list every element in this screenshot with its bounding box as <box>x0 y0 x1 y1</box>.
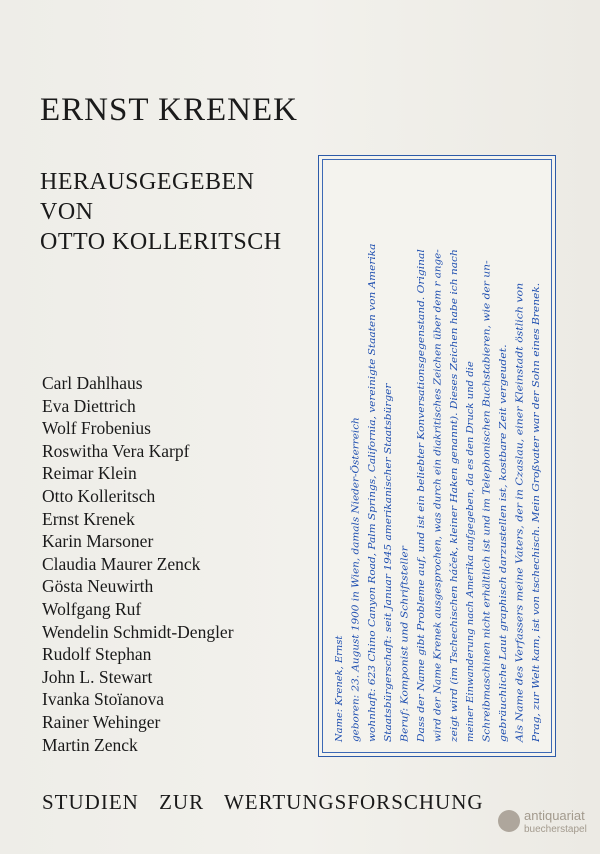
contributor-name: Otto Kolleritsch <box>42 485 156 506</box>
contributor-name: Claudia Maurer Zenck <box>42 553 201 574</box>
contributor-name: Wolf Frobenius <box>42 418 151 439</box>
handwritten-line: Staatsbürgerschaft: seit Januar 1945 amerikanischer Staatsbürger <box>383 419 395 742</box>
contributor-name: Martin Zenck <box>42 734 138 755</box>
watermark-line: buecherstapel <box>524 824 587 835</box>
handwritten-line: Name: Krenek, Ernst <box>334 640 345 742</box>
contributor-name: Ernst Krenek <box>42 508 135 529</box>
watermark-line: antiquariat <box>524 808 585 823</box>
handwritten-lines <box>334 243 542 743</box>
handwritten-line: Schreibmaschinen nicht erhältlich ist und im Telephonischen Buchstabieren, wie der un- <box>481 313 493 742</box>
contributor-name: Rudolf Stephan <box>42 644 152 665</box>
contributor-name: Ivanka Stoïanova <box>42 689 164 710</box>
contributor-name: Gösta Neuwirth <box>42 576 154 597</box>
seller-logo-icon <box>498 810 520 832</box>
contributor-name: Karin Marsoner <box>42 531 154 552</box>
contributor-name: Reimar Klein <box>42 463 137 484</box>
handwritten-line: meiner Einwanderung nach Amerika aufgegeben, da es den Druck und die <box>465 381 477 742</box>
editor-name: OTTO KOLLERITSCH <box>40 229 282 255</box>
handwritten-line: Als Name des Verfassers meine Vaters, der in Czaslau, einer Kleinstadt östlich von <box>514 343 526 742</box>
contributor-name: Roswitha Vera Karpf <box>42 440 190 461</box>
handwritten-line: wohnhaft: 623 Chino Canyon Road, Palm Springs, California, vereinigte Staaten von Amerika <box>366 291 378 742</box>
editor-line: VON <box>40 199 94 225</box>
book-title: ERNST KRENEK <box>40 92 298 128</box>
editor-line: HERAUSGEGEBEN <box>40 169 255 195</box>
contributor-name: Carl Dahlhaus <box>42 373 143 393</box>
contributor-name: Wolfgang Ruf <box>42 598 142 619</box>
handwritten-line: gebräuchliche Laut graphisch darzustellen ist, kostbare Zeit vergeudet. <box>498 395 509 742</box>
handwritten-line: Prag, zur Welt kam, ist von tschechisch. Mein Großvater war der Sohn eines Brenek. <box>530 332 542 742</box>
series-title: STUDIEN ZUR WERTUNGSFORSCHUNG <box>42 790 484 814</box>
seller-watermark <box>498 804 594 844</box>
handwritten-line: Beruf: Komponist und Schriftsteller <box>399 570 411 742</box>
contributor-name: Eva Diettrich <box>42 395 136 416</box>
handwritten-line: wird der Name Krenek ausgesprochen, was durch ein diakritisches Zeichen über dem r ange- <box>432 289 444 742</box>
handwritten-line: Dass der Name gibt Probleme auf, und ist ein beliebter Konversationsgegenstand. Original <box>416 302 427 742</box>
contributor-name: Wendelin Schmidt-Dengler <box>42 621 234 642</box>
contributor-name: Rainer Wehinger <box>42 711 161 732</box>
handwritten-line: zeigt wird (im Tschechischen háček, kleiner Haken genannt). Dieses Zeichen habe ich nach <box>448 300 460 742</box>
contributor-name: John L. Stewart <box>42 666 153 687</box>
handwritten-line: geboren: 23. August 1900 in Wien, damals Nieder-Österreich <box>350 446 362 742</box>
